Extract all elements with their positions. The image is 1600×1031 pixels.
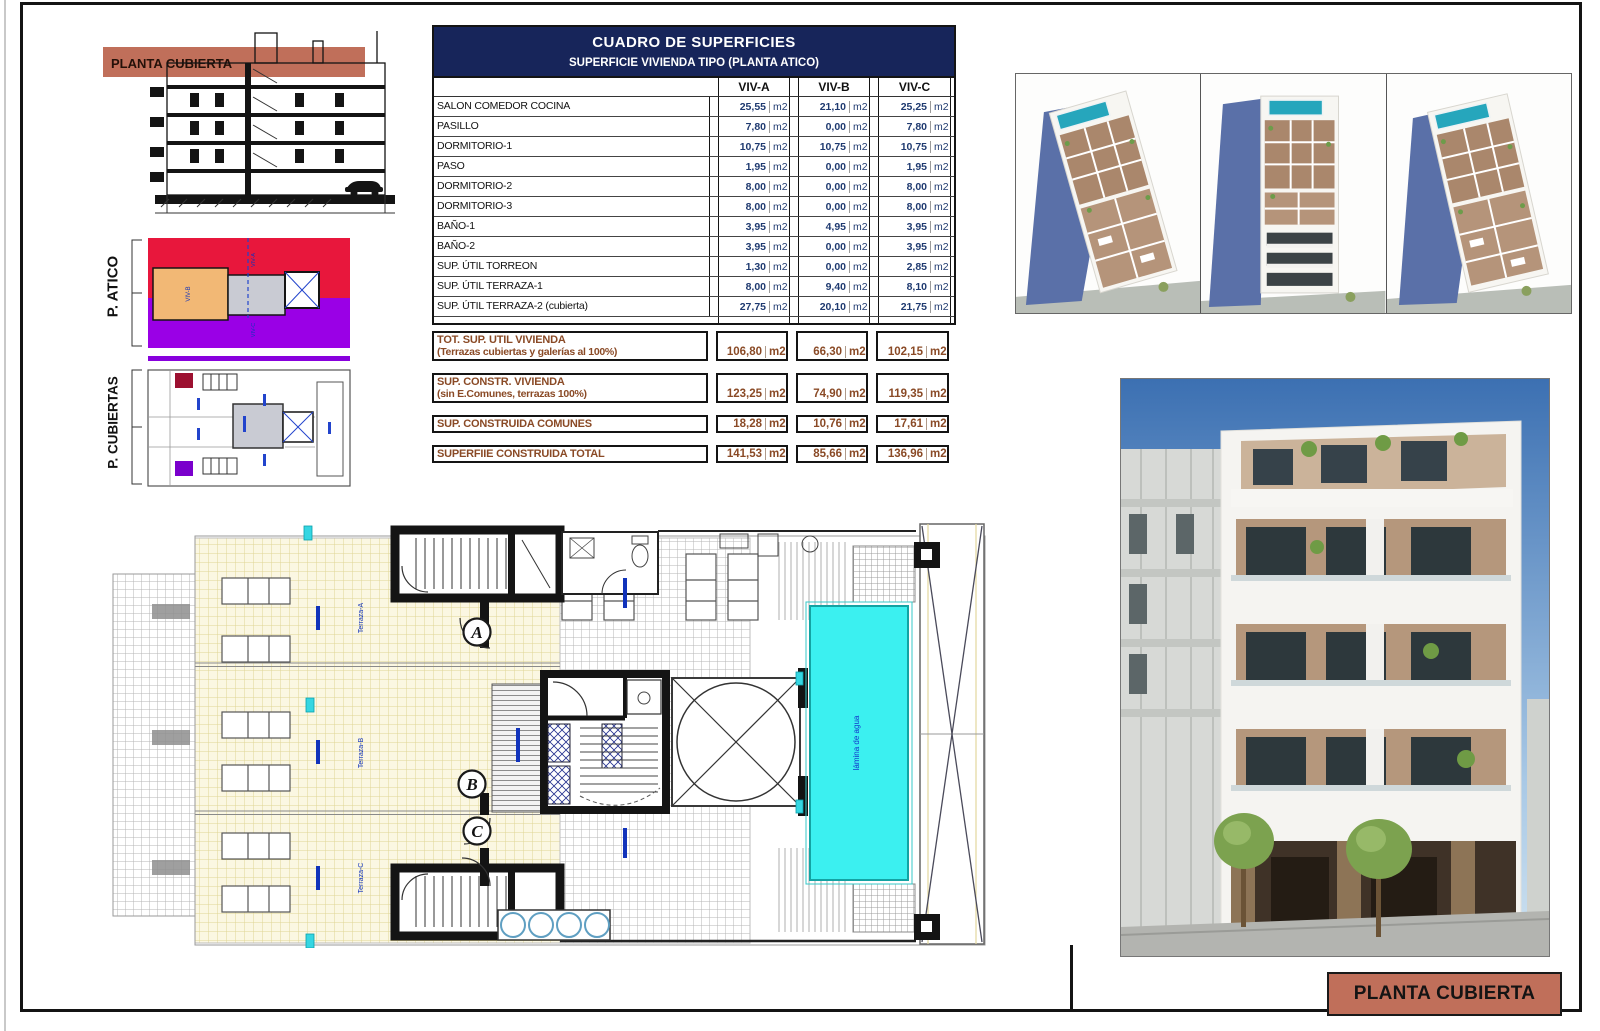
value-cell: 3,95 m2 [878, 217, 951, 236]
balcony-band [1229, 624, 1513, 702]
stair-hall-top [395, 530, 560, 598]
cubiertas-red-block [175, 373, 193, 388]
pool-deck-grid-top [853, 546, 915, 602]
value-cell: 10,76 m2 [796, 415, 868, 433]
value-cell: 25,25 m2 [878, 97, 951, 116]
value-cell: 7,80 m2 [878, 117, 951, 136]
elevator-door-hatch [548, 766, 570, 804]
balcony-band [1229, 519, 1513, 597]
value-cell: 119,35 m2 [876, 373, 949, 403]
value-cell: 4,95 m2 [798, 217, 870, 236]
value-cell: 10,75 m2 [718, 137, 790, 156]
sheet-title-text: PLANTA CUBIERTA [1353, 983, 1536, 1004]
aerial-renders-strip [1015, 73, 1572, 314]
value-cell: 8,00 m2 [878, 177, 951, 196]
atico-viv-b-label: VIV-B [186, 286, 192, 302]
table-row [434, 217, 954, 237]
unit-letter-b: B [466, 775, 478, 794]
aerial-render-1 [1016, 74, 1201, 313]
summary-block [432, 373, 956, 403]
terraza-b-label: Terraza-B [358, 737, 365, 769]
row-label: DORMITORIO-1 [434, 137, 710, 156]
value-cell: 0,00 m2 [798, 117, 870, 136]
unit-letter-a: A [471, 623, 483, 642]
value-cell: 21,75 m2 [878, 297, 951, 316]
row-label: PASO [434, 157, 710, 176]
table-row [434, 237, 954, 257]
pool-deck-grid-bottom [853, 884, 915, 932]
table-row [434, 257, 954, 277]
building-section-drawing [95, 25, 395, 215]
p-cubiertas-bracket [128, 368, 144, 486]
aerial-render-3-image [1387, 74, 1571, 313]
table-row [434, 97, 954, 117]
table-row [434, 177, 954, 197]
value-cell: 1,95 m2 [878, 157, 951, 176]
cubiertas-purple-block [175, 461, 193, 476]
value-cell: 3,95 m2 [878, 237, 951, 256]
page-edge-line [4, 0, 6, 1031]
titleblock-divider-line [1070, 945, 1073, 1010]
value-cell: 10,75 m2 [878, 137, 951, 156]
surface-table-body [432, 76, 956, 325]
value-cell: 27,75 m2 [718, 297, 790, 316]
table-row [434, 197, 954, 217]
pool [806, 602, 912, 884]
table-row-empty [434, 317, 954, 323]
aerial-render-2 [1201, 74, 1386, 313]
atico-viv-a-label: VIV-A [251, 252, 257, 268]
terraza-c-label: Terraza-C [358, 862, 365, 894]
unit-letter-c: C [471, 822, 483, 841]
row-label: SUP. ÚTIL TORREON [434, 257, 710, 276]
value-cell: 10,75 m2 [798, 137, 870, 156]
atico-elevator [285, 272, 319, 308]
col-header-viv-b: VIV-B [798, 78, 870, 96]
row-label: DORMITORIO-3 [434, 197, 710, 216]
value-cell: 8,00 m2 [878, 197, 951, 216]
table-summary-blocks [432, 331, 956, 463]
summary-label: SUP. CONSTRUIDA COMUNES [432, 415, 708, 433]
surface-table [432, 25, 956, 475]
col-header-viv-c: VIV-C [878, 78, 951, 96]
value-cell: 1,95 m2 [718, 157, 790, 176]
value-cell: 9,40 m2 [798, 277, 870, 296]
table-row [434, 117, 954, 137]
value-cell: 123,25 m2 [716, 373, 788, 403]
value-cell: 17,61 m2 [876, 415, 949, 433]
value-cell: 20,10 m2 [798, 297, 870, 316]
value-cell: 0,00 m2 [798, 197, 870, 216]
value-cell: 1,30 m2 [718, 257, 790, 276]
table-title: CUADRO DE SUPERFICIES [592, 34, 796, 51]
aerial-render-2-image [1201, 74, 1385, 313]
table-subtitle: SUPERFICIE VIVIENDA TIPO (PLANTA ATICO) [568, 57, 820, 69]
planter-tubs [498, 910, 610, 940]
value-cell: 2,85 m2 [878, 257, 951, 276]
balcony-band [1229, 729, 1513, 807]
table-row [434, 297, 954, 317]
p-atico-bracket [128, 238, 144, 348]
p-cubiertas-label: P. CUBIERTAS [105, 376, 121, 469]
value-cell: 106,80 m2 [716, 331, 788, 361]
value-cell: 0,00 m2 [798, 237, 870, 256]
p-cubiertas-plan-thumbnail [145, 356, 355, 493]
aerial-render-3 [1387, 74, 1571, 313]
value-cell: 8,00 m2 [718, 277, 790, 296]
sheet-title-block [1327, 972, 1562, 1016]
value-cell: 141,53 m2 [716, 445, 788, 463]
summary-block [432, 415, 956, 433]
cubiertas-elevator [283, 412, 313, 442]
skylight-dome [672, 668, 808, 816]
facade-render-image [1121, 379, 1549, 956]
value-cell: 7,80 m2 [718, 117, 790, 136]
col-header-blank [434, 78, 710, 96]
summary-label: TOT. SUP. UTIL VIVIENDA (Terrazas cubiertas y galerías al 100%) [432, 331, 708, 361]
section-band-label: PLANTA CUBIERTA [111, 56, 233, 71]
terraza-a-label: Terraza-A [358, 602, 365, 634]
value-cell: 18,28 m2 [716, 415, 788, 433]
value-cell: 8,00 m2 [718, 177, 790, 196]
table-row [434, 137, 954, 157]
table-rows [434, 97, 954, 323]
row-label: SALON COMEDOR COCINA [434, 97, 710, 116]
elevator-door-hatch [548, 724, 570, 762]
value-cell: 3,95 m2 [718, 237, 790, 256]
summary-block [432, 331, 956, 361]
neighbor-building-left [1121, 449, 1221, 956]
p-atico-label: P. ATICO [104, 255, 122, 318]
value-cell: 21,10 m2 [798, 97, 870, 116]
value-cell: 0,00 m2 [798, 257, 870, 276]
row-label: PASILLO [434, 117, 710, 136]
value-cell: 8,00 m2 [718, 197, 790, 216]
summary-label: SUPERFIIE CONSTRUIDA TOTAL [432, 445, 708, 463]
value-cell: 74,90 m2 [796, 373, 868, 403]
summary-label: SUP. CONSTR. VIVIENDA (sin E.Comunes, terrazas 100%) [432, 373, 708, 403]
value-cell: 0,00 m2 [798, 177, 870, 196]
roof-floor-plan [110, 518, 990, 948]
value-cell: 66,30 m2 [796, 331, 868, 361]
stair-core [544, 674, 666, 810]
aerial-render-1-image [1016, 74, 1200, 313]
atico-viv-c-label: VIV-C [251, 322, 257, 338]
col-header-viv-a: VIV-A [718, 78, 790, 96]
value-cell: 3,95 m2 [718, 217, 790, 236]
value-cell: 25,55 m2 [718, 97, 790, 116]
atico-core [228, 275, 285, 315]
row-label: SUP. ÚTIL TERRAZA-1 [434, 277, 710, 296]
table-row [434, 277, 954, 297]
value-cell: 136,96 m2 [876, 445, 949, 463]
p-atico-plan-thumbnail [145, 230, 355, 352]
pergola-strip [920, 524, 984, 944]
car-icon [345, 181, 383, 197]
table-row [434, 157, 954, 177]
value-cell: 8,10 m2 [878, 277, 951, 296]
surface-table-header [432, 25, 956, 76]
row-label: BAÑO-2 [434, 237, 710, 256]
pool-label: lámina de agua [852, 715, 861, 771]
table-column-header-row [434, 78, 954, 97]
cubiertas-top-bar [148, 356, 350, 361]
row-label: DORMITORIO-2 [434, 177, 710, 196]
cubiertas-core [233, 404, 283, 448]
value-cell: 85,66 m2 [796, 445, 868, 463]
row-label: BAÑO-1 [434, 217, 710, 236]
value-cell: 0,00 m2 [798, 157, 870, 176]
row-label: SUP. ÚTIL TERRAZA-2 (cubierta) [434, 297, 710, 316]
elevator-shaft [602, 724, 622, 768]
summary-block [432, 445, 956, 463]
value-cell: 102,15 m2 [876, 331, 949, 361]
facade-render [1120, 378, 1550, 957]
